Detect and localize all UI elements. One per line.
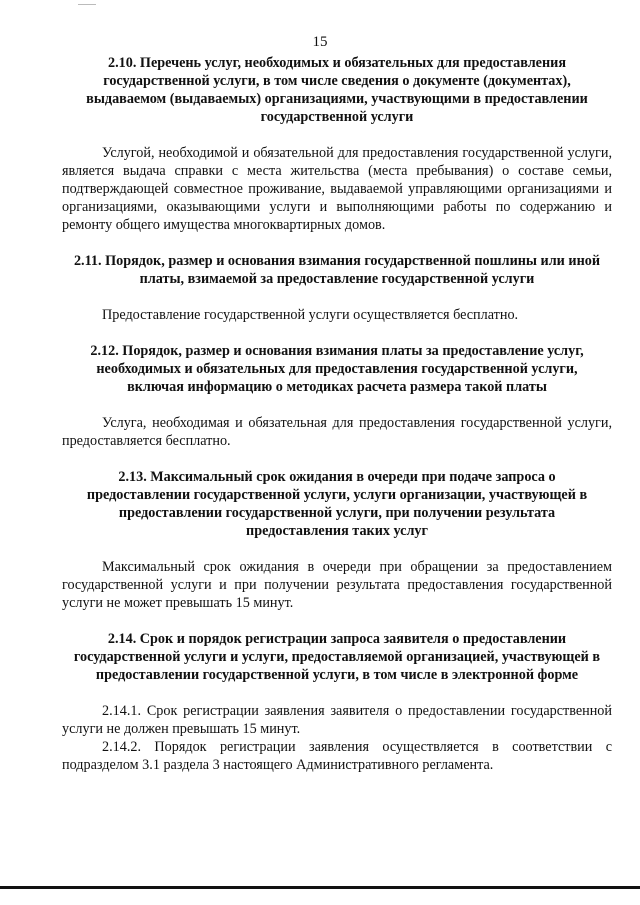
section-paragraph: Максимальный срок ожидания в очереди при обращении за предоставлением государственной услуги и при получении результата предоставления государственной услуги не может превышать 15 минут. [62,559,612,611]
footer-rule [0,886,640,889]
section-2-13 [62,468,612,612]
section-paragraph: Предоставление государственной услуги осуществляется бесплатно. [102,307,519,323]
page-number: 15 [312,34,328,50]
section-heading: 2.13. Максимальный срок ожидания в очереди при подаче запроса о предоставлении государственной услуги, услуги организации, участвующей в предоставлении государственной услуги, при получении результата предоставления таких услуг [86,469,588,539]
section-2-11 [62,252,612,324]
document-body [62,54,612,774]
scan-mark [78,4,96,5]
section-paragraph: 2.14.2. Порядок регистрации заявления осуществляется в соответствии с подразделом 3.1 раздела 3 настоящего Административного регламента. [62,739,612,773]
section-heading: 2.11. Порядок, размер и основания взимания государственной пошлины или иной платы, взимаемой за предоставление государственной услуги [73,253,601,287]
section-paragraph: 2.14.1. Срок регистрации заявления заявителя о предоставлении государственной услуги не должен превышать 15 минут. [62,703,612,737]
section-heading: 2.14. Срок и порядок регистрации запроса заявителя о предоставлении государственной услуги и услуги, предоставляемой организацией, участвующей в предоставлении государственной услуги, в том числе в электронной форме [73,631,601,683]
section-heading: 2.10. Перечень услуг, необходимых и обязательных для предоставления государственной услуги, в том числе сведения о документе (документах), выдаваемом (выдаваемых) организациями, участвующими в предоставлении государственной услуги [86,55,588,125]
section-paragraph: Услугой, необходимой и обязательной для предоставления государственной услуги, является выдача справки с места жительства (места пребывания) о составе семьи, подтверждающей совместное проживание, выдаваемой управляющими организациями и организациями, оказывающими услуги и выполняющими работы по содержанию и ремонту общего имущества многоквартирных домов. [62,145,612,233]
section-paragraph: Услуга, необходимая и обязательная для предоставления государственной услуги, предоставляется бесплатно. [62,415,612,449]
section-2-14 [62,630,612,774]
section-2-10 [62,54,612,234]
section-2-12 [62,342,612,450]
section-heading: 2.12. Порядок, размер и основания взимания платы за предоставление услуг, необходимых и обязательных для предоставления государственной услуги, включая информацию о методиках расчета размера такой платы [90,343,584,395]
